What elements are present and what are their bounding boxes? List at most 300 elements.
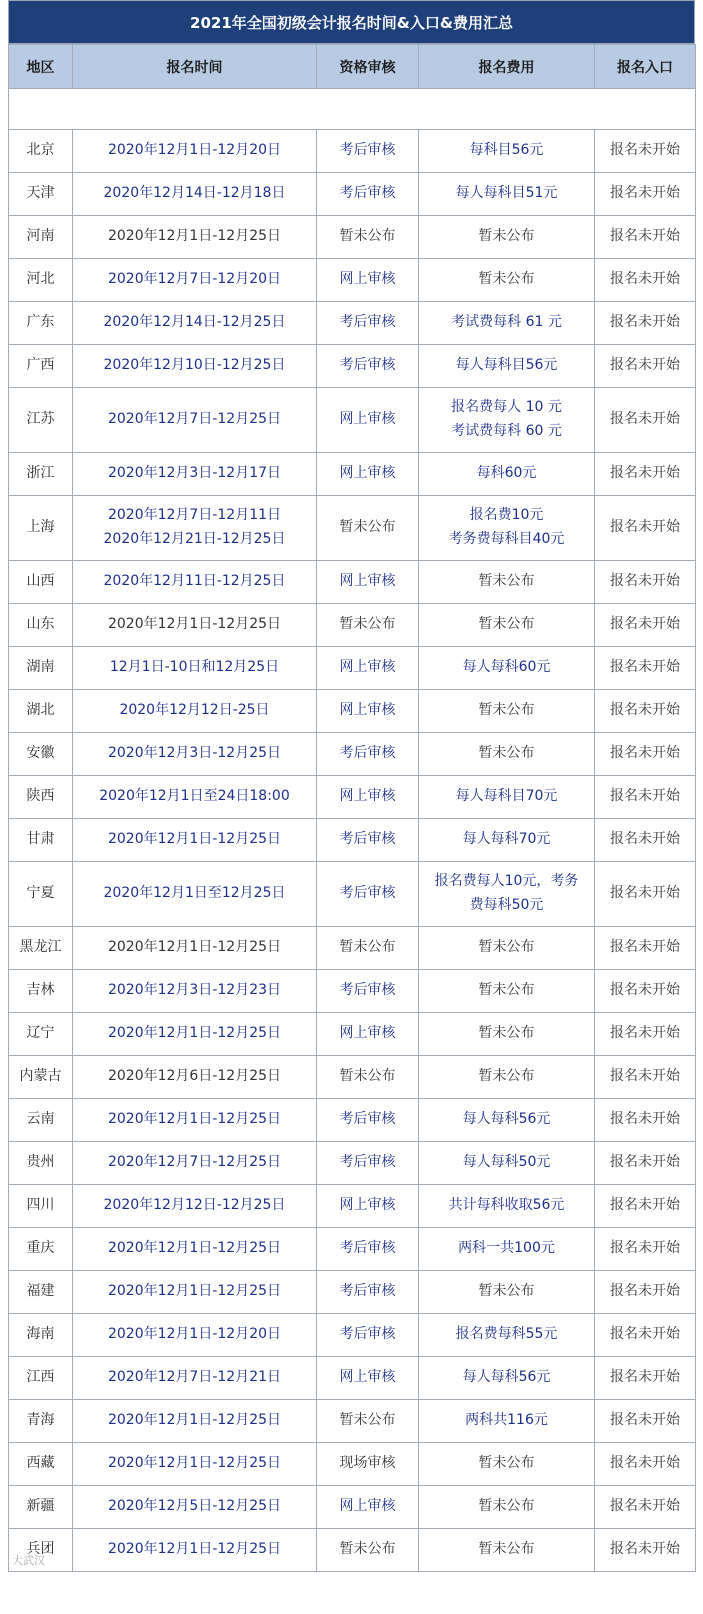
- table-row: [9, 302, 696, 345]
- review-cell-text: 暂未公布: [339, 519, 396, 536]
- entry-cell: [595, 345, 696, 388]
- region-cell: [9, 453, 73, 496]
- table-row: [9, 1357, 696, 1400]
- time-cell: [73, 453, 317, 496]
- fee-cell-text: 暂未公布: [478, 1283, 535, 1300]
- header-row: [9, 45, 696, 89]
- review-cell-text: 现场审核: [339, 1455, 396, 1472]
- entry-cell-text: 报名未开始: [610, 314, 680, 331]
- region-cell: [9, 1314, 73, 1357]
- region-cell-text: 重庆: [26, 1240, 55, 1257]
- entry-cell-text: 报名未开始: [610, 616, 680, 633]
- entry-cell: [595, 1099, 696, 1142]
- fee-cell: [419, 173, 595, 216]
- entry-cell: [595, 1142, 696, 1185]
- review-cell: [317, 1486, 419, 1529]
- entry-cell: [595, 1228, 696, 1271]
- region-cell: [9, 1056, 73, 1099]
- header-entry: 报名入口: [595, 45, 696, 89]
- fee-cell: [419, 216, 595, 259]
- fee-cell: [419, 819, 595, 862]
- registration-table: [8, 44, 696, 1572]
- table-row: [9, 690, 696, 733]
- review-cell-text: 网上审核: [339, 1025, 396, 1042]
- region-cell: [9, 1228, 73, 1271]
- table-row: [9, 216, 696, 259]
- region-cell-text: 四川: [26, 1197, 55, 1214]
- entry-cell-text: 报名未开始: [610, 982, 680, 999]
- review-cell-text: 暂未公布: [339, 228, 396, 245]
- review-cell: [317, 388, 419, 453]
- review-cell: [317, 216, 419, 259]
- entry-cell-text: 报名未开始: [610, 142, 680, 159]
- fee-cell-text: 两科一共100元: [458, 1240, 555, 1257]
- review-cell: [317, 647, 419, 690]
- region-cell-text: 山东: [26, 616, 55, 633]
- review-cell-text: 网上审核: [339, 1197, 396, 1214]
- table-row: [9, 1314, 696, 1357]
- fee-cell: [419, 1314, 595, 1357]
- time-cell-text: 2020年12月1日-12月25日: [107, 616, 282, 633]
- fee-cell-text: 每人每科60元: [462, 659, 551, 676]
- time-cell-text: 2020年12月14日-12月18日: [103, 185, 286, 202]
- fee-cell: [419, 970, 595, 1013]
- review-cell: [317, 173, 419, 216]
- entry-cell-text: 报名未开始: [610, 788, 680, 805]
- entry-cell: [595, 690, 696, 733]
- entry-cell: [595, 1486, 696, 1529]
- review-cell-text: 网上审核: [339, 271, 396, 288]
- fee-cell-text: 考试费每科 60 元: [451, 423, 562, 439]
- time-cell: [73, 1271, 317, 1314]
- time-cell-text: 2020年12月1日-12月25日: [107, 1541, 282, 1558]
- table-row: [9, 173, 696, 216]
- fee-cell-text: 报名费每科55元: [455, 1326, 558, 1343]
- fee-cell: [419, 302, 595, 345]
- table-row: [9, 561, 696, 604]
- time-cell-text: 2020年12月7日-12月21日: [107, 1369, 282, 1386]
- review-cell: [317, 862, 419, 927]
- region-cell: [9, 927, 73, 970]
- time-cell: [73, 604, 317, 647]
- region-cell-text: 上海: [26, 519, 55, 536]
- time-cell: [73, 259, 317, 302]
- review-cell-text: 考后审核: [339, 885, 396, 902]
- fee-cell-text: 暂未公布: [478, 702, 535, 719]
- entry-cell: [595, 1443, 696, 1486]
- time-cell: [73, 173, 317, 216]
- review-cell: [317, 302, 419, 345]
- fee-cell: [419, 1185, 595, 1228]
- time-cell: [73, 130, 317, 173]
- entry-cell: [595, 259, 696, 302]
- time-cell-text: 2020年12月11日-12月25日: [103, 573, 286, 590]
- entry-cell-text: 报名未开始: [610, 357, 680, 374]
- review-cell: [317, 1443, 419, 1486]
- table-row: [9, 1099, 696, 1142]
- region-cell-text: 湖北: [26, 702, 55, 719]
- review-cell-text: 考后审核: [339, 1326, 396, 1343]
- entry-cell: [595, 1529, 696, 1572]
- fee-cell-text: 报名费每人 10 元: [451, 399, 562, 416]
- fee-cell-text: 暂未公布: [478, 982, 535, 999]
- entry-cell: [595, 1185, 696, 1228]
- review-cell-text: 考后审核: [339, 982, 396, 999]
- fee-cell: [419, 1400, 595, 1443]
- review-cell: [317, 1185, 419, 1228]
- entry-cell: [595, 388, 696, 453]
- fee-cell: [419, 259, 595, 302]
- review-cell-text: 暂未公布: [339, 1068, 396, 1085]
- time-cell-text: 2020年12月1日-12月20日: [107, 142, 282, 159]
- region-cell: [9, 690, 73, 733]
- time-cell-text: 2020年12月10日-12月25日: [103, 357, 286, 374]
- table-row: [9, 1271, 696, 1314]
- entry-cell-text: 报名未开始: [610, 1455, 680, 1472]
- table-row: [9, 1443, 696, 1486]
- time-cell: [73, 216, 317, 259]
- region-cell: [9, 496, 73, 561]
- review-cell: [317, 1357, 419, 1400]
- time-cell-text: 2020年12月1日-12月25日: [107, 1240, 282, 1257]
- region-cell: [9, 819, 73, 862]
- region-cell-text: 贵州: [26, 1154, 55, 1171]
- fee-cell-text: 暂未公布: [478, 1498, 535, 1515]
- time-cell: [73, 345, 317, 388]
- fee-cell: [419, 1056, 595, 1099]
- table-row: [9, 453, 696, 496]
- page: [8, 0, 695, 1572]
- entry-cell-text: 报名未开始: [610, 1240, 680, 1257]
- header-fee: 报名费用: [419, 45, 595, 89]
- region-cell: [9, 647, 73, 690]
- time-cell: [73, 862, 317, 927]
- fee-cell-text: 报名费10元: [469, 507, 544, 524]
- entry-cell-text: 报名未开始: [610, 1412, 680, 1429]
- fee-cell: [419, 604, 595, 647]
- region-cell: [9, 259, 73, 302]
- time-cell-text: 2020年12月7日-12月25日: [107, 1154, 282, 1171]
- fee-cell-text: 暂未公布: [478, 1541, 535, 1558]
- time-cell: [73, 733, 317, 776]
- region-cell: [9, 1400, 73, 1443]
- fee-cell-text: 每科目56元: [469, 142, 544, 159]
- time-cell-text: 2020年12月3日-12月25日: [107, 745, 282, 762]
- entry-cell-text: 报名未开始: [610, 1154, 680, 1171]
- review-cell-text: 暂未公布: [339, 939, 396, 956]
- entry-cell-text: 报名未开始: [610, 228, 680, 245]
- table-row: [9, 927, 696, 970]
- table-row: [9, 1142, 696, 1185]
- table-row: [9, 388, 696, 453]
- entry-cell-text: 报名未开始: [610, 939, 680, 956]
- entry-cell: [595, 776, 696, 819]
- time-cell-text: 2020年12月1日-12月25日: [107, 939, 282, 956]
- review-cell: [317, 1056, 419, 1099]
- review-cell-text: 网上审核: [339, 702, 396, 719]
- fee-cell-text: 每人每科56元: [462, 1369, 551, 1386]
- entry-cell: [595, 862, 696, 927]
- review-cell-text: 考后审核: [339, 1240, 396, 1257]
- table-row: [9, 819, 696, 862]
- entry-cell-text: 报名未开始: [610, 1111, 680, 1128]
- entry-cell-text: 报名未开始: [610, 885, 680, 902]
- entry-cell-text: 报名未开始: [610, 1283, 680, 1300]
- entry-cell-text: 报名未开始: [610, 185, 680, 202]
- time-cell: [73, 302, 317, 345]
- fee-cell-text: 暂未公布: [478, 939, 535, 956]
- time-cell-text: 2020年12月3日-12月17日: [107, 465, 282, 482]
- time-cell: [73, 1013, 317, 1056]
- review-cell-text: 考后审核: [339, 831, 396, 848]
- review-cell: [317, 1142, 419, 1185]
- time-cell: [73, 690, 317, 733]
- entry-cell-text: 报名未开始: [610, 659, 680, 676]
- fee-cell-text: 每人每科目51元: [455, 185, 558, 202]
- time-cell-text: 2020年12月12日-25日: [119, 702, 270, 719]
- time-cell: [73, 1314, 317, 1357]
- region-cell-text: 海南: [26, 1326, 55, 1343]
- time-cell: [73, 1400, 317, 1443]
- review-cell: [317, 690, 419, 733]
- entry-cell: [595, 216, 696, 259]
- review-cell-text: 考后审核: [339, 185, 396, 202]
- review-cell: [317, 1099, 419, 1142]
- time-cell: [73, 1142, 317, 1185]
- fee-cell-text: 两科共116元: [465, 1412, 548, 1429]
- entry-cell: [595, 1314, 696, 1357]
- entry-cell: [595, 1056, 696, 1099]
- fee-cell-text: 每人每科70元: [462, 831, 551, 848]
- region-cell: [9, 862, 73, 927]
- fee-cell-text: 暂未公布: [478, 616, 535, 633]
- time-cell-text: 2020年12月1日-12月25日: [107, 1412, 282, 1429]
- region-cell: [9, 216, 73, 259]
- fee-cell: [419, 1013, 595, 1056]
- time-cell-text: 2020年12月1日-12月25日: [107, 1111, 282, 1128]
- region-cell-text: 河南: [26, 228, 55, 245]
- table-row: [9, 862, 696, 927]
- region-cell: [9, 1443, 73, 1486]
- region-cell: [9, 733, 73, 776]
- time-cell-text: 2020年12月6日-12月25日: [107, 1068, 282, 1085]
- review-cell: [317, 1271, 419, 1314]
- review-cell-text: 网上审核: [339, 465, 396, 482]
- time-cell-text: 2020年12月3日-12月23日: [107, 982, 282, 999]
- time-cell-text: 2020年12月5日-12月25日: [107, 1498, 282, 1515]
- fee-cell-text: 每科60元: [476, 465, 537, 482]
- review-cell-text: 考后审核: [339, 314, 396, 331]
- entry-cell: [595, 496, 696, 561]
- review-cell-text: 考后审核: [339, 142, 396, 159]
- region-cell-text: 江苏: [26, 411, 55, 428]
- table-row: [9, 1056, 696, 1099]
- time-cell: [73, 927, 317, 970]
- region-cell-text: 青海: [26, 1412, 55, 1429]
- review-cell: [317, 1013, 419, 1056]
- fee-cell-text: 暂未公布: [478, 1025, 535, 1042]
- entry-cell-text: 报名未开始: [610, 1369, 680, 1386]
- entry-cell: [595, 130, 696, 173]
- table-row: [9, 1400, 696, 1443]
- time-cell-text: 2020年12月1日至24日18:00: [99, 788, 290, 805]
- time-cell: [73, 1357, 317, 1400]
- review-cell-text: 考后审核: [339, 1283, 396, 1300]
- region-cell-text: 江西: [26, 1369, 55, 1386]
- time-cell-text: 2020年12月1日-12月25日: [107, 1025, 282, 1042]
- time-cell-text: 2020年12月7日-12月25日: [107, 411, 282, 428]
- entry-cell-text: 报名未开始: [610, 702, 680, 719]
- entry-cell-text: 报名未开始: [610, 519, 680, 536]
- review-cell: [317, 604, 419, 647]
- review-cell: [317, 1314, 419, 1357]
- review-cell-text: 考后审核: [339, 745, 396, 762]
- fee-cell: [419, 1228, 595, 1271]
- entry-cell-text: 报名未开始: [610, 831, 680, 848]
- region-cell-text: 河北: [26, 271, 55, 288]
- time-cell-text: 2020年12月1日-12月25日: [107, 1455, 282, 1472]
- time-cell-text: 2020年12月1日-12月20日: [107, 1326, 282, 1343]
- region-cell-text: 宁夏: [26, 885, 55, 902]
- fee-cell: [419, 776, 595, 819]
- region-cell: [9, 604, 73, 647]
- entry-cell-text: 报名未开始: [610, 1025, 680, 1042]
- time-cell-text: 2020年12月1日-12月25日: [107, 831, 282, 848]
- entry-cell: [595, 1400, 696, 1443]
- entry-cell-text: 报名未开始: [610, 573, 680, 590]
- fee-cell: [419, 453, 595, 496]
- entry-cell: [595, 927, 696, 970]
- time-cell-text: 12月1日-10日和12月25日: [109, 659, 280, 676]
- region-cell-text: 安徽: [26, 745, 55, 762]
- entry-cell-text: 报名未开始: [610, 411, 680, 428]
- time-cell: [73, 496, 317, 561]
- region-cell-text: 陕西: [26, 788, 55, 805]
- region-cell-text: 吉林: [26, 982, 55, 999]
- region-cell-text: 新疆: [26, 1498, 55, 1515]
- review-cell: [317, 259, 419, 302]
- review-cell: [317, 927, 419, 970]
- review-cell-text: 暂未公布: [339, 1541, 396, 1558]
- fee-cell-text: 考务费每科目40元: [448, 531, 565, 547]
- fee-cell: [419, 1099, 595, 1142]
- review-cell-text: 网上审核: [339, 788, 396, 805]
- entry-cell: [595, 1271, 696, 1314]
- time-cell: [73, 1486, 317, 1529]
- table-row: [9, 776, 696, 819]
- table-row: [9, 647, 696, 690]
- time-cell: [73, 1228, 317, 1271]
- entry-cell: [595, 561, 696, 604]
- entry-cell-text: 报名未开始: [610, 271, 680, 288]
- region-cell-text: 天津: [26, 185, 55, 202]
- review-cell: [317, 496, 419, 561]
- review-cell-text: 考后审核: [339, 1111, 396, 1128]
- fee-cell-text: 暂未公布: [478, 573, 535, 590]
- review-cell: [317, 733, 419, 776]
- region-cell: [9, 345, 73, 388]
- region-cell: [9, 1271, 73, 1314]
- time-cell-text: 2020年12月1日至12月25日: [103, 885, 286, 902]
- fee-cell-text: 费每科50元: [469, 897, 544, 913]
- header-time: 报名时间: [73, 45, 317, 89]
- region-cell-text: 云南: [26, 1111, 55, 1128]
- fee-cell: [419, 388, 595, 453]
- time-cell-text: 2020年12月21日-12月25日: [103, 531, 286, 547]
- fee-cell: [419, 647, 595, 690]
- region-cell: [9, 388, 73, 453]
- entry-cell: [595, 173, 696, 216]
- fee-cell: [419, 1443, 595, 1486]
- time-cell-text: 2020年12月1日-12月25日: [107, 228, 282, 245]
- review-cell-text: 暂未公布: [339, 1412, 396, 1429]
- fee-cell-text: 每人每科目56元: [455, 357, 558, 374]
- time-cell-text: 2020年12月12日-12月25日: [103, 1197, 286, 1214]
- table-row: [9, 970, 696, 1013]
- region-cell: [9, 302, 73, 345]
- time-cell-text: 2020年12月7日-12月20日: [107, 271, 282, 288]
- fee-cell: [419, 130, 595, 173]
- review-cell: [317, 970, 419, 1013]
- fee-cell-text: 考试费每科 61 元: [451, 314, 562, 331]
- region-cell-text: 西藏: [26, 1455, 55, 1472]
- region-cell-text: 黑龙江: [19, 939, 62, 956]
- time-cell: [73, 819, 317, 862]
- time-cell: [73, 776, 317, 819]
- entry-cell: [595, 1013, 696, 1056]
- fee-cell: [419, 345, 595, 388]
- table-row: [9, 259, 696, 302]
- entry-cell: [595, 302, 696, 345]
- entry-cell: [595, 819, 696, 862]
- table-row: [9, 1013, 696, 1056]
- fee-cell: [419, 1271, 595, 1314]
- fee-cell: [419, 1142, 595, 1185]
- region-cell: [9, 1185, 73, 1228]
- table-row: [9, 604, 696, 647]
- review-cell-text: 考后审核: [339, 1154, 396, 1171]
- time-cell: [73, 970, 317, 1013]
- region-cell-text: 山西: [26, 573, 55, 590]
- region-cell: [9, 561, 73, 604]
- fee-cell-text: 暂未公布: [478, 228, 535, 245]
- region-cell: [9, 1486, 73, 1529]
- region-cell: [9, 173, 73, 216]
- fee-cell-text: 暂未公布: [478, 1068, 535, 1085]
- fee-cell: [419, 1529, 595, 1572]
- fee-cell: [419, 690, 595, 733]
- table-row: [9, 1228, 696, 1271]
- region-cell-text: 甘肃: [26, 831, 55, 848]
- table-row: [9, 496, 696, 561]
- table-row: [9, 1486, 696, 1529]
- review-cell: [317, 561, 419, 604]
- review-cell: [317, 130, 419, 173]
- region-cell: [9, 1099, 73, 1142]
- review-cell-text: 网上审核: [339, 1498, 396, 1515]
- review-cell: [317, 776, 419, 819]
- entry-cell-text: 报名未开始: [610, 745, 680, 762]
- entry-cell: [595, 733, 696, 776]
- region-cell-text: 广西: [26, 357, 55, 374]
- blank-row: [9, 89, 696, 130]
- fee-cell-text: 每人每科56元: [462, 1111, 551, 1128]
- time-cell: [73, 388, 317, 453]
- region-cell: [9, 1013, 73, 1056]
- table-row: [9, 733, 696, 776]
- region-cell-text: 湖南: [26, 659, 55, 676]
- fee-cell-text: 暂未公布: [478, 745, 535, 762]
